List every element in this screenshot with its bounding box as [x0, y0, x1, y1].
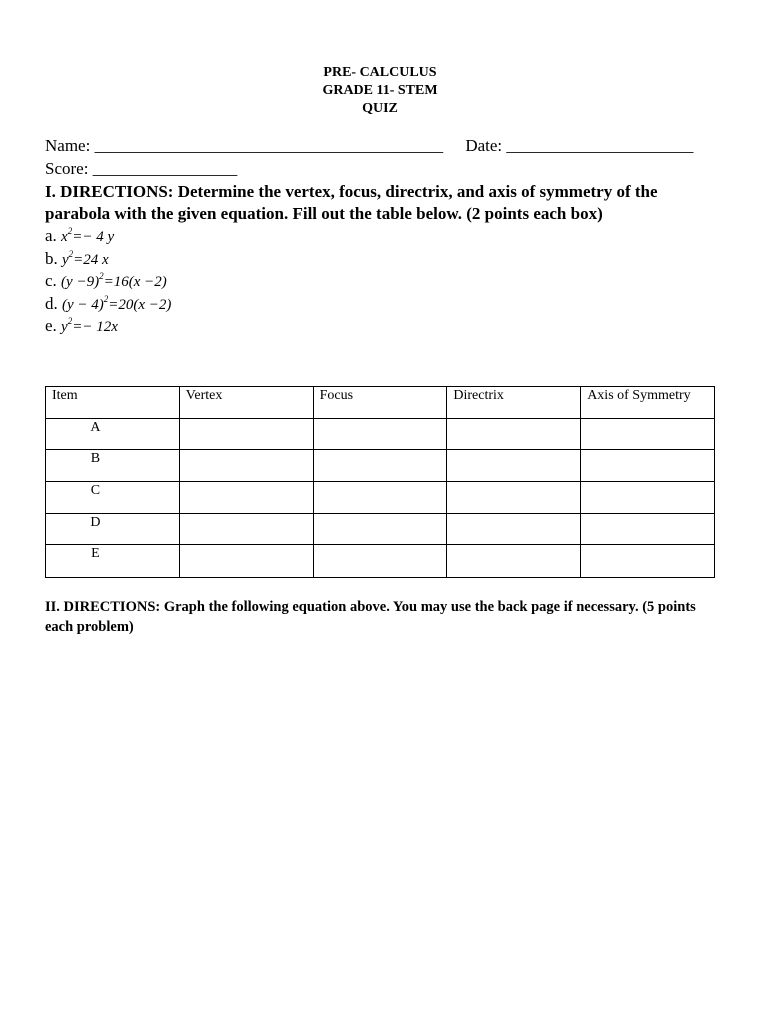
quiz-title: QUIZ — [362, 101, 398, 116]
vertex-cell[interactable] — [179, 450, 313, 482]
score-label: Score: — [45, 159, 89, 178]
header-vertex: Vertex — [179, 387, 313, 419]
vertex-cell[interactable] — [179, 513, 313, 545]
item-cell-b: B — [46, 450, 180, 482]
quiz-page — [45, 64, 715, 635]
directrix-cell[interactable] — [447, 418, 581, 450]
directrix-cell[interactable] — [447, 545, 581, 578]
table-row — [46, 450, 715, 482]
focus-cell[interactable] — [313, 545, 447, 578]
header-axis-of-symmetry: Axis of Symmetry — [581, 387, 715, 419]
vertex-cell[interactable] — [179, 482, 313, 514]
part1-directions: I. DIRECTIONS: Determine the vertex, focus, directrix, and axis of symmetry of the parabola with the given equation. Fill out the table below. (2 points each box) — [45, 182, 658, 223]
header-focus: Focus — [313, 387, 447, 419]
equation-item-e: e. $y^2=- 12x$ — [45, 316, 118, 335]
name-label: Name: — [45, 136, 91, 155]
item-cell-a: A — [46, 418, 180, 450]
equation-item-c: c. $(y -9)^2=16(x -2)$ — [45, 271, 167, 290]
item-cell-d: D — [46, 513, 180, 545]
equation-item-b: b. $y^2=24$ x — [45, 248, 109, 268]
focus-cell[interactable] — [313, 418, 447, 450]
date-label: Date: — [465, 136, 503, 155]
axis-cell[interactable] — [581, 513, 715, 545]
directrix-cell[interactable] — [447, 450, 581, 482]
focus-cell[interactable] — [313, 450, 447, 482]
table-row — [46, 482, 715, 514]
equation-item-a: a. $x^2=- 4$ y — [45, 226, 115, 245]
axis-cell[interactable] — [581, 418, 715, 450]
table-row — [46, 545, 715, 578]
student-info — [45, 134, 715, 180]
equation-list — [45, 225, 715, 338]
vertex-cell[interactable] — [179, 545, 313, 578]
date-field[interactable]: ______________________ — [506, 136, 694, 155]
table-row — [46, 513, 715, 545]
item-cell-c: C — [46, 482, 180, 514]
axis-cell[interactable] — [581, 482, 715, 514]
focus-cell[interactable] — [313, 513, 447, 545]
vertex-cell[interactable] — [179, 418, 313, 450]
subject-title: PRE- CALCULUS — [323, 65, 437, 80]
answer-table — [45, 386, 715, 578]
grade-title: GRADE 11- STEM — [322, 83, 438, 98]
focus-cell[interactable] — [313, 482, 447, 514]
header-item: Item — [46, 387, 180, 419]
axis-cell[interactable] — [581, 450, 715, 482]
directrix-cell[interactable] — [447, 482, 581, 514]
score-field[interactable]: _________________ — [92, 159, 238, 178]
table-row — [46, 418, 715, 450]
equation-item-d: d. $(y - 4)^2=20(x -2)$ — [45, 293, 172, 313]
header-directrix: Directrix — [447, 387, 581, 419]
quiz-header — [45, 64, 715, 118]
item-cell-e: E — [46, 545, 180, 578]
name-field[interactable]: _________________________________________ — [94, 136, 444, 155]
directrix-cell[interactable] — [447, 513, 581, 545]
axis-cell[interactable] — [581, 545, 715, 578]
table-header-row — [46, 387, 715, 419]
part2-directions: II. DIRECTIONS: Graph the following equation above. You may use the back page if necessary. (5 points each problem) — [45, 599, 696, 635]
